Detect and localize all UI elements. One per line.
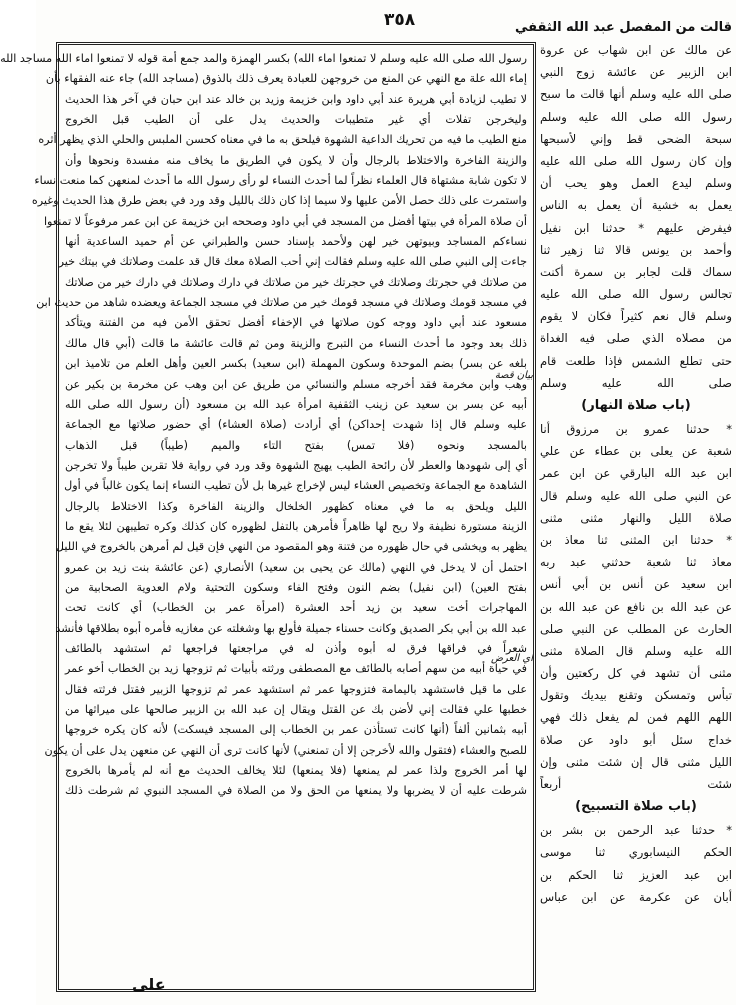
commentary-line: جاءت إلى النبي صلى الله عليه وسلم فقالت إني أحب الصلاة معك قال قد علمت وصلاتك في بيتك خير xyxy=(58,255,527,269)
hadith-line: الحكم النيسابوري ثنا موسى xyxy=(540,845,732,860)
chapter-heading: (باب صلاة النهار) xyxy=(581,398,691,413)
commentary-line: نساءكم المساجد وبيوتهن خير لهن ولأحمد بإسناد حسن والطبراني عن أم حميد الساعدية أنها xyxy=(65,235,527,249)
main-commentary-frame xyxy=(0,42,536,992)
hadith-line: وسلم ليدع العمل وهو يحب أن xyxy=(540,176,732,191)
hadith-line: * حدثنا عمرو بن مرزوق أنا xyxy=(540,422,732,436)
hadith-line: الله عليه وسلم قال الصلاة مثنى xyxy=(540,643,732,658)
hadith-line: شعبة عن يعلى بن عطاء عن علي xyxy=(540,444,732,459)
commentary-line: أن صلاة المرأة في بيتها أفضل من المسجد في أبي داود وصححه ابن خزيمة عن ابن عمر مرفوعاً لا تمنعوا xyxy=(43,214,527,228)
commentary-line: والزينة الفاخرة والاختلاط بالرجال وأن لا يكون في الطريق ما يخاف منه مفسدة ونحوها وأن xyxy=(65,153,527,167)
side-hadith-column xyxy=(515,20,732,995)
hadith-line: ابن عبد العزيز ثنا الحكم بن xyxy=(540,867,732,882)
commentary-line: لا تكون شابة مشتهاة قال العلماء نظراً لما أحدث النساء لو رأى رسول الله ما أحدث لمنعهن كما منعت نساء xyxy=(34,174,527,188)
commentary-line: بفتح العين) (ابن نفيل) بضم النون وفتح الفاء وسكون التحتية ولام العدوية الصحابية من xyxy=(65,580,527,594)
commentary-line: في مسجد قومك وصلاتك في مسجد قومك خير من صلاتك في مسجد الجماعة ويعضده شاهد من حديث ابن xyxy=(36,296,527,310)
commentary-line: عبد الله بن أبي بكر الصديق وكانت حسناء جميلة فأولع بها وشغلته عن مغازيه فأمره أبوه بطلاقها فأنشد xyxy=(55,621,527,635)
commentary-line: من صلاتك في حجرتك وصلاتك في حجرتك خير من صلاتك في دارك وصلاتك في دارك خير من صلاتك xyxy=(65,275,527,289)
hadith-line: الليل مثنى قال إن شئت مثنى وإن xyxy=(540,754,732,769)
hadith-line: عن مالك عن ابن شهاب عن عروة xyxy=(540,43,732,57)
hadith-line: عن النبي صلى الله عليه وسلم قال xyxy=(540,488,732,503)
margin-note: بيان قصة xyxy=(494,370,533,381)
commentary-line: لها أمر الخروج ولذا عمر لم يمنعها (فلا يمنعها) لئلا يخالف الحديث مع أنه لم يأمرها بالخروج xyxy=(65,764,527,778)
commentary-line: أبيه بثمانين ألفاً (أنها كانت تستأذن عمر بن الخطاب إلى المسجد فيسكت) لأنه كان يكره خروجها xyxy=(65,723,527,737)
commentary-line: مسعود عند أبي داود ووجه كون صلاتها في الإخفاء أفضل تحقق الأمن فيه من الفتنة ويتأكد xyxy=(65,316,527,330)
commentary-line: بلغه عن بسر) بضم الموحدة وسكون المهملة (ابن سعيد) بكسر العين وأهل العلم من تلاميذ ابن xyxy=(65,357,527,371)
commentary-line: أبيه عن بسر بن سعيد عن زينب الثقفية امرأة عبد الله بن مسعود (أن رسول الله صلى الله xyxy=(65,397,527,411)
hadith-line: وإن كان رسول الله صلى الله عليه xyxy=(540,153,732,168)
hadith-line: تجالس رسول الله صلى الله عليه xyxy=(540,287,732,302)
commentary-line: واستمرت على ذلك حصل الأمن عليها ولا سيما إذا كان ذلك بالليل وقد ورد في بعض طرق هذا الحديث وغيره xyxy=(31,194,527,208)
hadith-line: سماك قلت لجابر بن سمرة أكنت xyxy=(540,264,732,279)
commentary-line: وليخرجن تفلات أي غير متطيبات والحديث يدل على أن الطيب قبل الخروج xyxy=(65,113,527,127)
commentary-line: لا تطيب لزيادة أبي هريرة عند أبي داود وابن خزيمة وزيد بن خالد عند ابن حبان في آخر هذا الحديث xyxy=(65,92,527,106)
commentary-line: المهاجرات أخت سعيد بن زيد أحد العشرة (امرأة عمر بن الخطاب) أي كانت تحت xyxy=(65,601,527,615)
commentary-line: خطبها علي فقالت إني لأضن بك عن القتل ويقال إن عبد الله بن الزبير صالحها على ميراثها من xyxy=(65,703,527,716)
hadith-line: الحارث عن المطلب عن النبي صلى xyxy=(540,621,732,636)
hadith-line: ابن عبد الله البارقي عن ابن عمر xyxy=(540,466,732,481)
commentary-line: أي إلى شهودها والعطر لأن رائحة الطيب يهيج الشهوة وقد ورد في رواية فلا تقربن طيباً ولا تخرجن xyxy=(65,458,527,472)
hadith-line: صلى الله عليه وسلم xyxy=(540,375,732,390)
commentary-line: يظهر به ويخشى في حال ظهوره من فتنة وهو المقصود من النهي فإن قيل لم أمرهن بالخروج في الليل xyxy=(55,540,527,554)
commentary-line: للصبح والعشاء (فتقول والله لأخرجن إلا أن تمنعني) لأنها كانت ترى أن النهي عن منعهن يدل على أن يكون xyxy=(44,743,527,757)
commentary-line: شرطت عليه أن لا يضربها ولا يمنعها من الحق ولا من الصلاة في المسجد النبوي ثم شرطت ذلك xyxy=(65,784,527,798)
commentary-line: في حياة أبيه من سهم أصابه بالطائف مع المصطفى ورثته بأبيات ثم تزوجها زيد بن الخطاب أخو عمر xyxy=(65,662,527,676)
catchword: على xyxy=(132,975,166,994)
hadith-line: صلاة الليل والنهار مثنى مثنى xyxy=(540,510,732,525)
hadith-line: شئت أربعاً xyxy=(540,777,732,791)
hadith-line: تبأس وتمسكن وتقنع بيديك وتقول xyxy=(540,688,732,703)
commentary-line: الشاهدة مع الجماعة وتخصيص العشاء ليس لإخراج غيرها بل لأن تطيب النساء إنما يكون غالباً في أول xyxy=(64,479,527,493)
hadith-line: خداج سئل أبو داود عن صلاة xyxy=(540,732,732,747)
commentary-line: وهب وابن مخرمة فقد أخرجه مسلم والنسائي من طريق عن ابن وهب عن مخرمة بن بكير عن xyxy=(65,377,527,391)
hadith-line: يعمل به خشية أن يعمل به الناس xyxy=(540,198,732,213)
commentary-line: الليل ويلحق به ما في معناه كظهور الخلخال والزينة الفاخرة وكذا الاختلاط بالرجال xyxy=(65,499,527,513)
hadith-line: معاذ ثنا شعبة حدثني عبد ربه xyxy=(540,555,732,570)
hadith-line: رسول الله صلى الله عليه وسلم xyxy=(540,109,732,124)
hadith-line: ابن سعيد عن أنس بن أبي أنس xyxy=(540,577,732,592)
hadith-line: أبان عن عكرمة عن ابن عباس xyxy=(540,889,732,904)
commentary-line: الزينة مستورة نظيفة ولا ريح لها ظاهراً فأمرهن بالتفل لظهوره كان كذلك وكره تطيبهن لئلا يقع ما xyxy=(65,519,527,533)
hadith-line: حتى تطلع الشمس فإذا طلعت قام xyxy=(540,353,732,368)
margin-note: اي العرض xyxy=(490,653,533,664)
page-number: ٣٥٨ xyxy=(384,10,416,30)
commentary-line: عليه وسلم قال إذا شهدت إحداكن) أي أرادت (صلاة العشاء) أي حضور صلاتها مع الجماعة xyxy=(65,418,527,432)
commentary-line: ذلك بعد وجود ما أحدث النساء من التبرج والزينة ومن ثم قالت عائشة ما قالت (أبي قال مالك xyxy=(65,336,527,350)
commentary-line: بالمسجد ونحوه (فلا تمس) بفتح التاء والميم (طيباً) قبل الذهاب xyxy=(65,438,527,452)
commentary-line: رسول الله صلى الله عليه وسلم لا تمنعوا اماء الله) بكسر الهمزة والمد جمع أمة قوله لا تمنعوا اماء الله مساجد الله xyxy=(0,52,527,65)
hadith-line: وسلم قال نعم كثيراً فكان لا يقوم xyxy=(540,309,732,324)
commentary-line: على ما قيل فاستشهد باليمامة فتزوجها عمر ثم استشهد عمر ثم تزوجها الزبير فقتل فرثته فقال xyxy=(65,682,527,696)
hadith-line: صلى الله عليه وسلم أنها قالت ما سبح xyxy=(540,87,732,102)
side-column-heading: قالت من المفصل عبد الله الثقفي xyxy=(515,20,732,35)
hadith-line: * حدثنا عبد الرحمن بن بشر بن xyxy=(540,823,732,838)
hadith-line: من مصلاه الذي صلى فيه الغداة xyxy=(540,331,732,346)
hadith-line: سبحة الضحى قط وإني لأسبحها xyxy=(540,131,732,146)
hadith-line: اللهم اللهم فمن لم يفعل ذلك فهي xyxy=(540,710,732,725)
commentary-line: شعراً في فراقها فرق له أبوه وأذن له في مراجعتها فراجعها ثم استشهد بالطائف xyxy=(65,641,527,655)
hadith-line: فيفرض عليهم * حدثنا ابن نفيل xyxy=(540,220,732,235)
hadith-line: مثنى أن تشهد في كل ركعتين وأن xyxy=(540,666,732,681)
commentary-line: إماء الله علة مع النهي عن المنع من خروجهن للعبادة يعرف ذلك بالذوق (مساجد الله) جاء عنه الفقهاء بأن xyxy=(45,72,527,86)
chapter-heading: (باب صلاة التسبيح) xyxy=(575,799,697,815)
hadith-line: * حدثنا ابن المثنى ثنا معاذ بن xyxy=(540,532,732,547)
hadith-line: عن عبد الله بن نافع عن عبد الله بن xyxy=(540,599,732,614)
commentary-line: احتمل أن لا يدخل في النهي (مالك عن يحيى بن سعيد) الأنصاري (عن عائشة بنت زيد بن عمرو xyxy=(65,560,527,574)
hadith-line: ابن الزبير عن عائشة زوج النبي xyxy=(540,65,732,80)
commentary-line: منع الطيب ما فيه من تحريك الداعية الشهوة فيلحق به ما في معناه كحسن الملبس والحلي الذي يظهر أثره xyxy=(38,133,527,147)
hadith-line: وأحمد بن يونس قالا ثنا زهير ثنا xyxy=(540,242,732,257)
